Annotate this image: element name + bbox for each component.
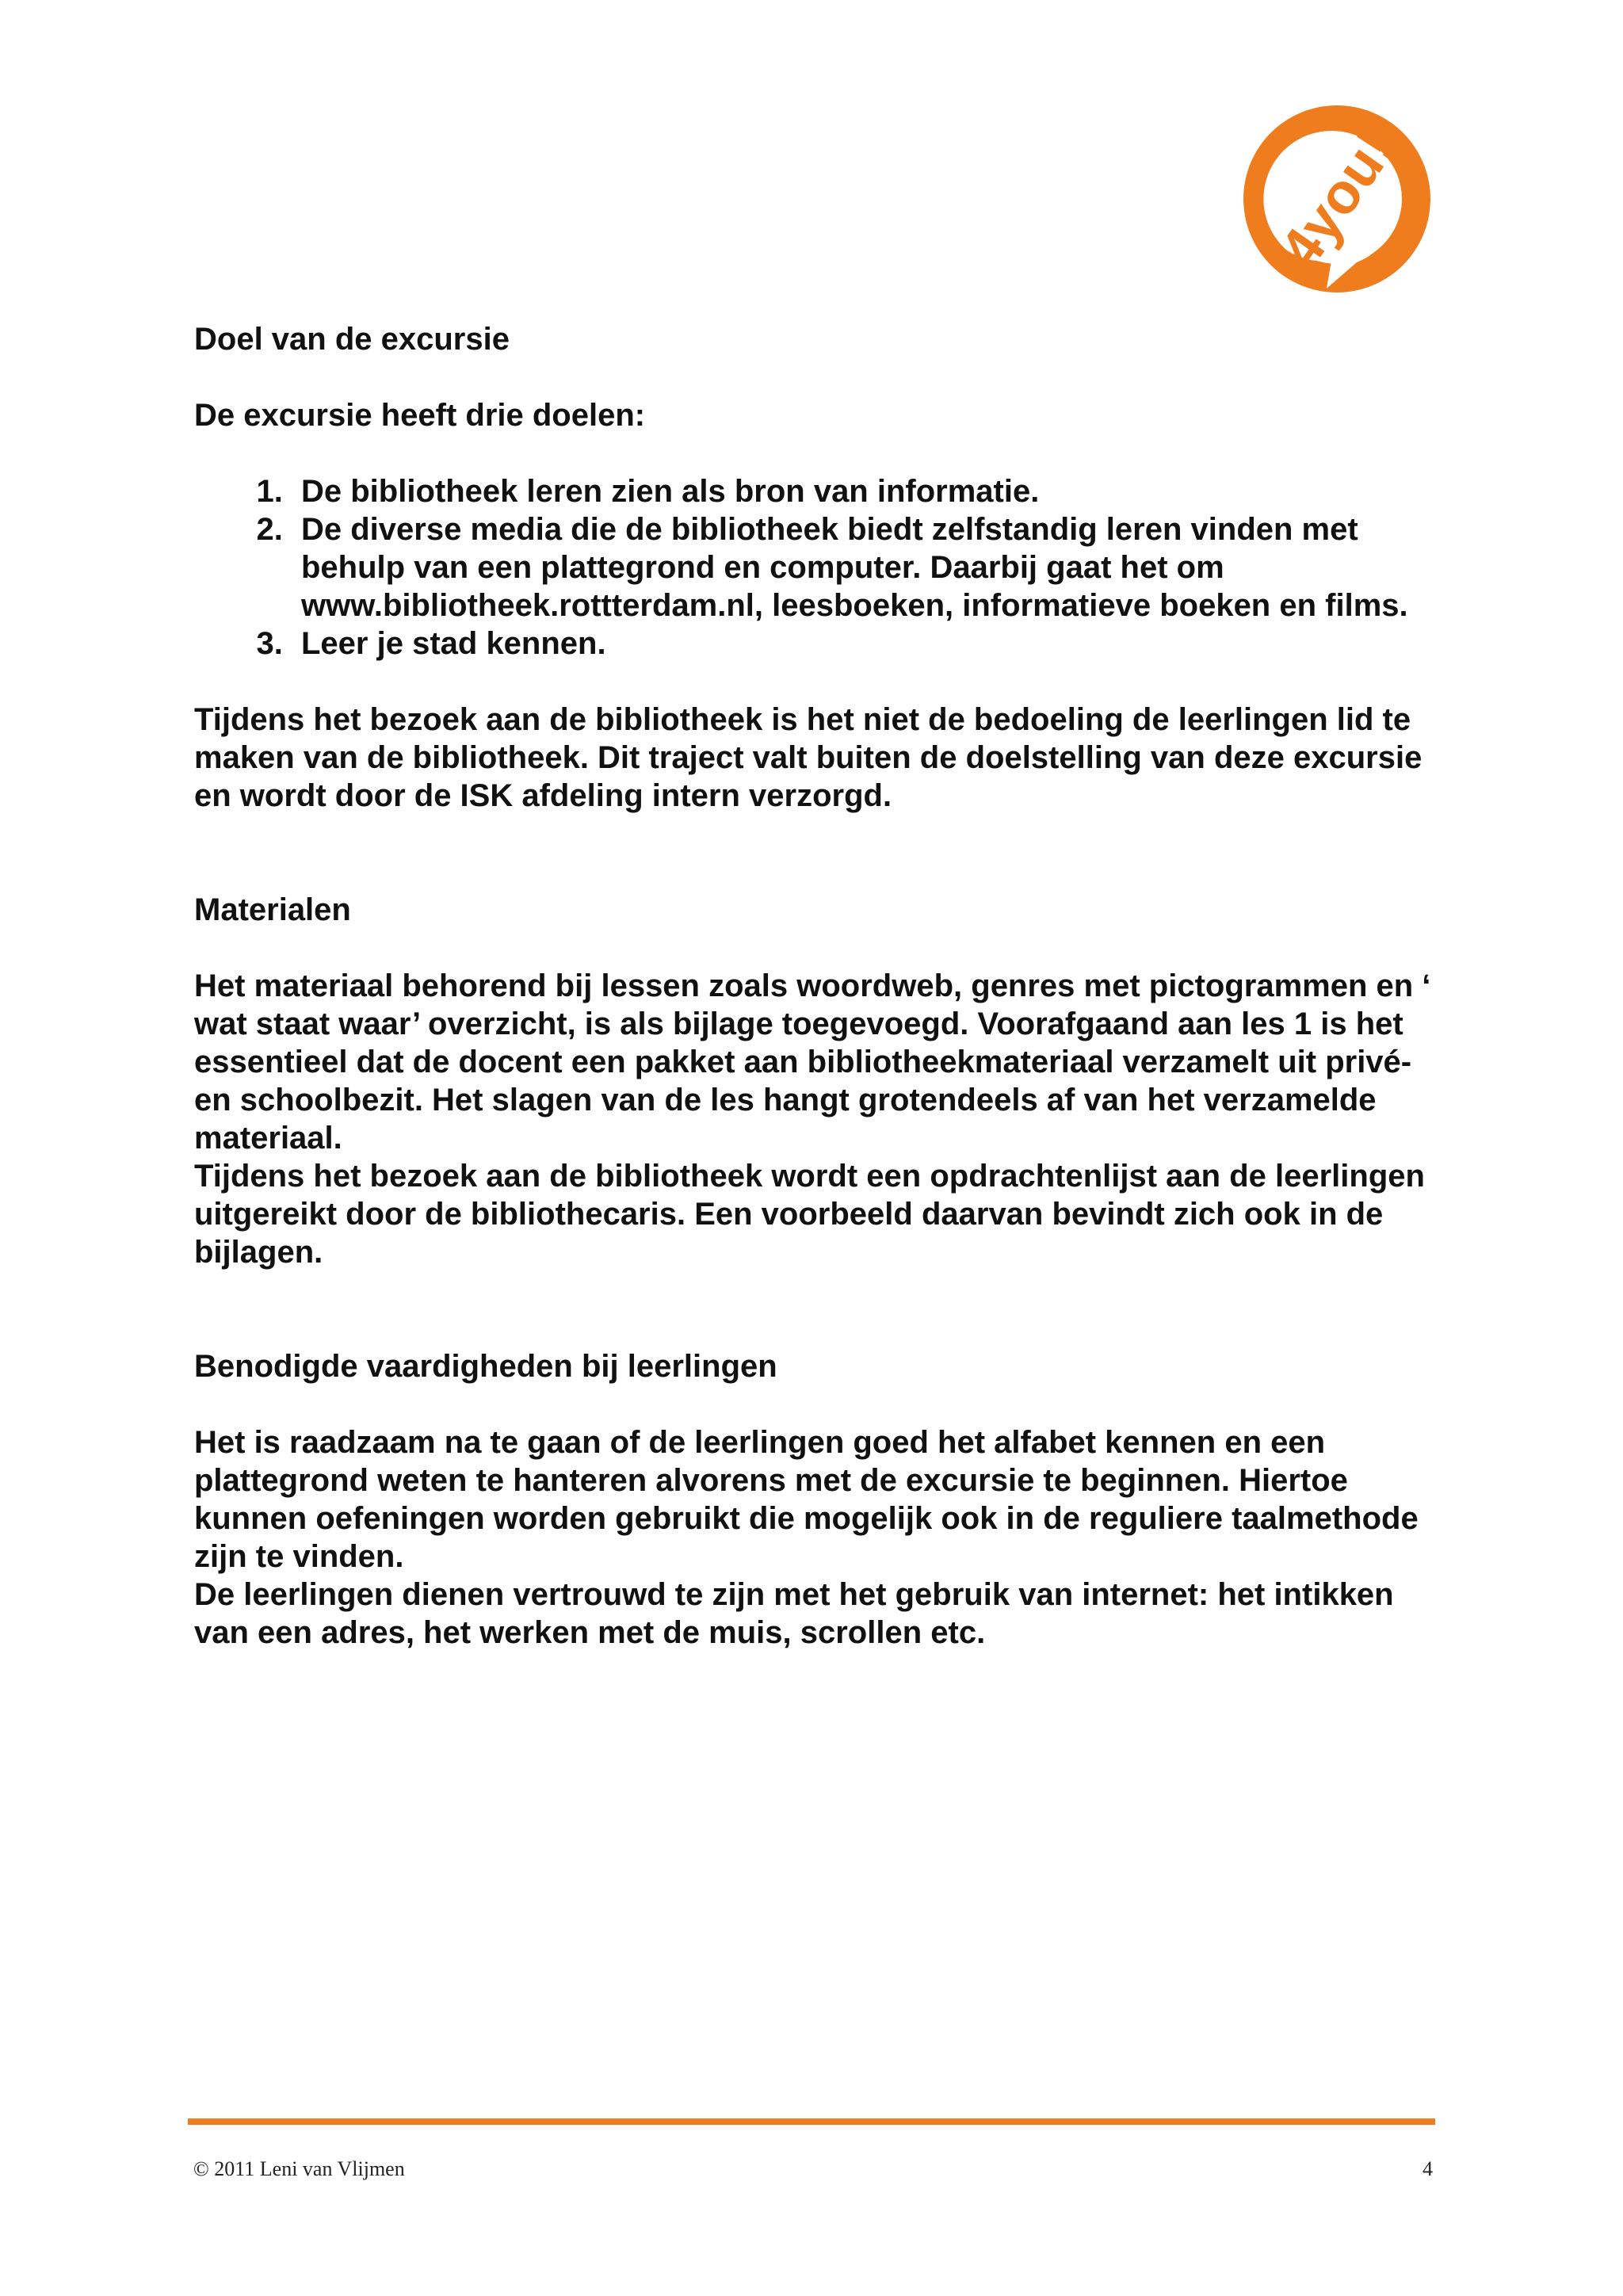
goals-paragraph: Tijdens het bezoek aan de bibliotheek is het niet de bedoeling de leerlingen lid te maken van de bibliotheek. Dit traject valt buiten de doelstelling van deze excursie en wordt door de ISK afdeling intern verzorgd. [194,702,1423,813]
vaardigheden-paragraph-2: De leerlingen dienen vertrouwd te zijn met het gebruik van internet: het intikken van een adres, het werken met de muis, scrollen etc. [194,1577,1394,1650]
section-heading-materialen: Materialen [194,892,351,927]
section-heading-doel: Doel van de excursie [194,322,510,357]
section-heading-vaardigheden: Benodigde vaardigheden bij leerlingen [194,1349,777,1384]
4you-logo-icon [1238,100,1436,298]
footer-copyright: © 2011 Leni van Vlijmen [193,2157,405,2180]
goal-item: 1. De bibliotheek leren zien als bron van informatie. [292,472,1446,510]
materialen-paragraph-2: Tijdens het bezoek aan de bibliotheek wordt een opdrachtenlijst aan de leerlingen uitgereikt door de bibliothecaris. Een voorbeeld daarvan bevindt zich ook in de bijlagen. [194,1159,1425,1270]
page-number: 4 [1423,2157,1433,2180]
goals-list [194,472,1446,663]
goal-item: 3. Leer je stad kennen. [292,625,1446,663]
goal-item: 2. De diverse media die de bibliotheek biedt zelfstandig leren vinden met behulp van een plattegrond en computer. Daarbij gaat het om www.bibliotheek.rottterdam.nl, leesboeken, informatieve boeken en films. [292,510,1446,625]
vaardigheden-paragraph-1: Het is raadzaam na te gaan of de leerlingen goed het alfabet kennen en een plattegrond weten te hanteren alvorens met de excursie te beginnen. Hiertoe kunnen oefeningen worden gebruikt die mogelijk ook in de reguliere taalmethode zijn te vinden. [194,1425,1419,1574]
footer-divider [188,2118,1435,2125]
document-body [194,320,1446,1652]
svg-text:4you!: 4you! [1267,118,1407,281]
materialen-paragraph-1: Het materiaal behorend bij lessen zoals woordweb, genres met pictogrammen en ‘ wat staat waar’ overzicht, is als bijlage toegevoegd. Voorafgaand aan les 1 is het essentieel dat de docent een pakket aan bibliotheekmateriaal verzamelt uit privé- en schoolbezit. Het slagen van de les hangt grotendeels af van het verzamelde materiaal. [194,968,1431,1156]
goals-intro: De excursie heeft drie doelen: [194,398,646,433]
